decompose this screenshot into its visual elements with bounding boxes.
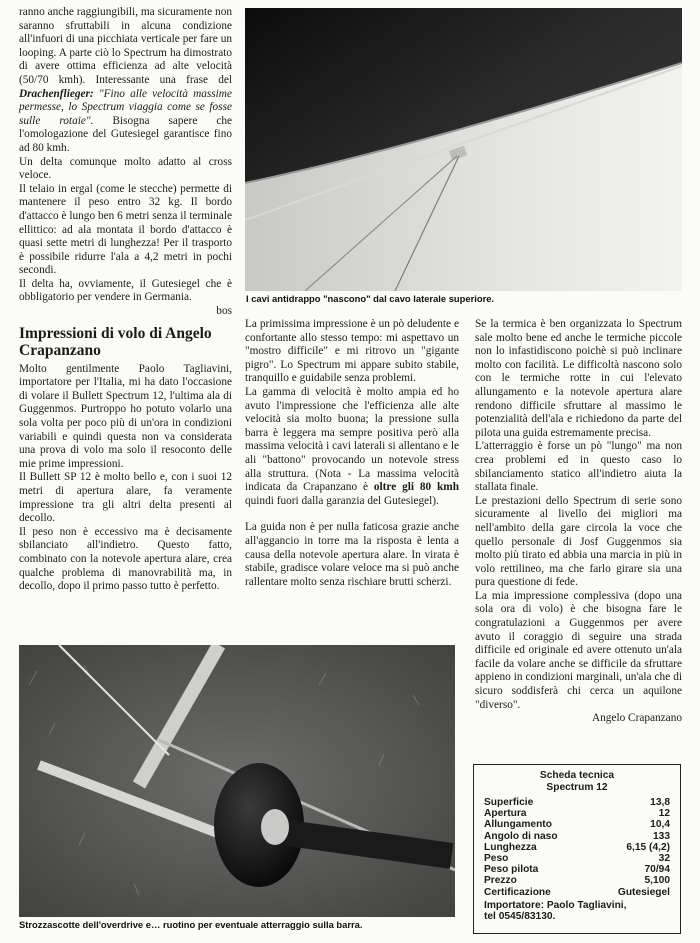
- spec-row: [484, 875, 670, 886]
- spec-row: [484, 831, 670, 842]
- paragraph: Se la termica è ben organizzata lo Spectrum sale molto bene ed anche le termiche piccole non lo infastidiscono poichè si può inclinare molto con facilità. Le difficoltà nascono solo con le termiche rotte in cui l'elevato allungamento e la notevole apertura alare rendono difficile sfruttare al massimo le potenzialità dell'ala e richiedono da parte del pilota una guida estremamente precisa.: [475, 318, 682, 439]
- column-3: [475, 318, 682, 726]
- importer-line1: Importatore: Paolo Tagliavini,: [484, 899, 627, 911]
- spec-label: Angolo di naso: [484, 830, 558, 842]
- spec-row: [484, 842, 670, 853]
- spec-row: [484, 887, 670, 898]
- spec-label: Apertura: [484, 808, 527, 820]
- paragraph: Il peso non è eccessivo ma è decisamente sbilanciato all'indietro. Questo fatto, combinato con la notevole apertura alare, crea qualche problema di manovrabilità ma, in decollo, dopo il primo passo tutto è perfetto.: [19, 525, 232, 593]
- paragraph: Molto gentilmente Paolo Tagliavini, importatore per l'Italia, mi ha dato l'occasione di volare il Bullett Spectrum 12, l'ultima ala di Guggenmos. Purtroppo ho potuto volarlo una sola volta per poco più di un'ora in condizioni variabili e quindi questa non va considerata una prova di volo ma solo il resoconto delle mie prime impressioni.: [19, 362, 232, 470]
- section-heading: Impressioni di volo di Angelo Crapanzano: [19, 324, 212, 359]
- spec-label: Allungamento: [484, 819, 552, 831]
- spec-label: Peso pilota: [484, 864, 539, 876]
- spec-title: [484, 770, 670, 793]
- spec-importer: [484, 900, 670, 923]
- caption-top: I cavi antidrappo "nascono" dal cavo laterale superiore.: [246, 293, 495, 304]
- spec-row: [484, 819, 670, 830]
- spec-row: [484, 797, 670, 808]
- spec-row: [484, 864, 670, 875]
- importer-line2: tel 0545/83130.: [484, 911, 556, 923]
- paragraph: La guida non è per nulla faticosa grazie anche all'aggancio in torre ma la risposta è lenta a causa della notevole apertura alare. In virata è stabile, gradisce volare veloce ma si può anche rallentare molto senza rischiare brutti scherzi.: [245, 521, 459, 588]
- spec-label: Superficie: [484, 797, 534, 808]
- paragraph-text: quindi fuori dalla garanzia del Gutesiegel).: [245, 494, 439, 507]
- paragraph: La mia impressione complessiva (dopo una sola ora di volo) è che bisogna fare le congratulazioni a Guggenmos per avere avuto il coraggio di seguire una strada difficile ed originale ed avere ottenuto un'ala facile da volare anche se difficile da sfruttare appieno in condizioni marginali, un'ala che di sicuro soddisferà chi cerca un aquilone "diverso".: [475, 589, 682, 711]
- spec-title-line2: Spectrum 12: [546, 781, 608, 793]
- caption-bottom: Strozzascotte dell'overdrive e… ruotino per eventuale atterraggio sulla barra.: [19, 919, 363, 930]
- spec-rows: [484, 797, 670, 898]
- spec-row: [484, 853, 670, 864]
- spec-label: Lunghezza: [484, 841, 537, 853]
- spec-value: 6,15 (4,2): [626, 841, 670, 853]
- spec-box: [473, 764, 681, 934]
- paragraph: L'atterraggio è forse un pò "lungo" ma non crea problemi ed in questo caso lo sbilanciamento statico all'indietro aiuta la stallata finale.: [475, 440, 682, 494]
- paragraph: Bisogna sapere che l'omologazione del Gutesiegel garantisce fino ad 80 kmh.: [19, 114, 233, 154]
- emphasis-drachenflieger: Drachenflieger:: [19, 87, 94, 100]
- spec-value: 32: [658, 853, 670, 865]
- paragraph: Le prestazioni dello Spectrum di serie sono sicuramente al livello dei migliori ma nell'ambito della gare circola la voce che quello personale di Josf Guggenmos sia molto più tirato ed abbia una marcia in più in volo rettilineo, ma che farlo girare sia una pura questione di fede.: [475, 494, 682, 589]
- paragraph: Un delta comunque molto adatto al cross veloce.: [19, 155, 232, 182]
- spec-label: Prezzo: [484, 875, 517, 887]
- spec-value: Gutesiegel: [617, 886, 670, 898]
- paragraph: La primissima impressione è un pò deludente e confortante allo stesso tempo: mi aspettavo un "mostro difficile" e mi ritrovo un "gigante pigro". Lo Spectrum mi appare subito stabile, tranquillo e guidabile senza problemi.: [245, 318, 459, 385]
- spec-value: 5,100: [644, 875, 670, 887]
- spec-title-line1: Scheda tecnica: [539, 770, 615, 781]
- spec-label: Peso: [484, 853, 509, 865]
- photo-cables-image: [245, 8, 682, 291]
- spec-value: 13,8: [650, 797, 670, 808]
- column-2: [245, 318, 459, 589]
- spec-row: [484, 808, 670, 819]
- photo-wheel-image: [19, 645, 455, 917]
- photo-cables: [245, 8, 682, 291]
- photo-wheel: [19, 645, 455, 917]
- paragraph-text: La gamma di velocità è molto ampia ed ho avuto l'impressione che l'efficienza alle alte velocità sia molto buona; la pressione sulla barra è leggera ma sempre positiva però alla massima velocità i cavi laterali si allentano e le ali "battono" provocando un notevole stress alla struttura. (Nota - La massima velocità indicata da Crapanzano è: [245, 385, 459, 494]
- emphasis-speed: oltre gli 80 kmh: [373, 481, 460, 494]
- spec-value: 10,4: [650, 819, 670, 831]
- author-signature: Angelo Crapanzano: [591, 712, 682, 725]
- spec-value: 70/94: [644, 864, 670, 876]
- paragraph: Il delta ha, ovviamente, il Gutesiegel che è obbligatorio per vendere in Germania.: [19, 277, 232, 304]
- quote-text: "Fino alle velocità massime permesse, lo Spectrum viaggia come se fosse sulle rotaie".: [19, 87, 232, 127]
- paragraph: Il telaio in ergal (come le stecche) permette di mantenere il peso entro 32 kg. Il bordo d'attacco è lungo ben 6 metri senza il terminale ellittico: ad ala montata il bordo d'attacco è quasi sette metri di lunghezza! Per il trasporto è possibile ridurre l'ala a 4,2 metri in pochi secondi.: [19, 182, 232, 277]
- author-initials: bos: [216, 305, 232, 318]
- column-1-top: [19, 6, 232, 594]
- paragraph: Il Bullett SP 12 è molto bello e, con i suoi 12 metri di apertura alare, fa veramente impressione tra gli altri delta presenti al decollo.: [19, 471, 232, 525]
- paragraph: [245, 386, 459, 508]
- spec-value: 133: [653, 830, 670, 842]
- spec-value: 12: [658, 808, 670, 820]
- paragraph: ranno anche raggiungibili, ma sicuramente non saranno sfruttabili in alcuna condizione all'infuori di una picchiata verticale per fare un looping. A parte ciò lo Spectrum ha dimostrato di avere ottima efficienza ad alte velocità (50/70 kmh). Interessante una frase del: [19, 6, 232, 86]
- spec-label: Certificazione: [484, 886, 551, 898]
